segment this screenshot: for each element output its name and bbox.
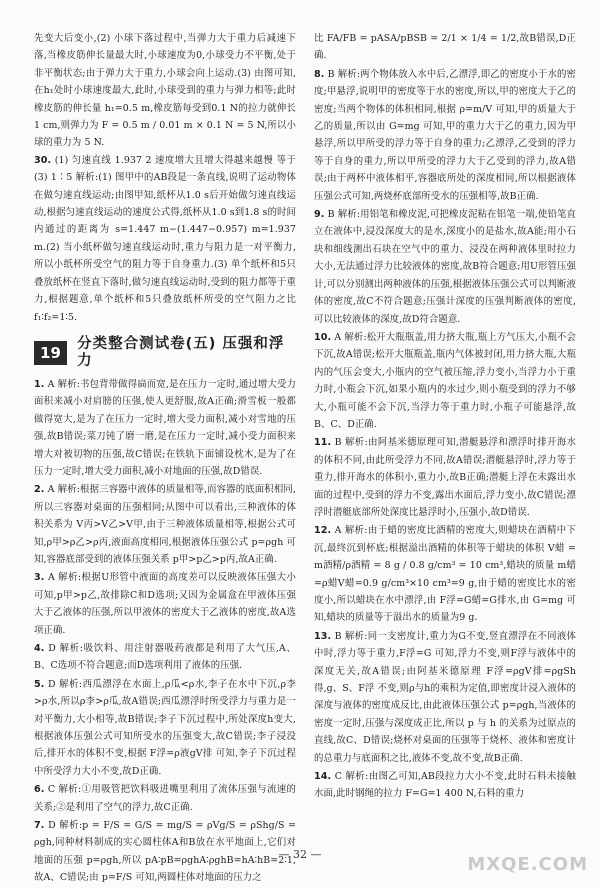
answer-item xyxy=(34,569,296,639)
item-number: 9. xyxy=(314,209,325,221)
item-text: C 解析:由图乙可知,AB段拉力大小不变,此时石料未接触水面,此时钢绳的拉力 F=G=1 400 N,石料的重力 xyxy=(314,771,576,800)
item-number: 30. xyxy=(34,154,52,166)
item-text: D 解析:p = F/S = G/S = mg/S = ρVg/S = ρShg/S = ρgh,同种材料制成的实心圆柱体A和B放在水平地面上,它们对地面的压强 p=ρgh,所以 pA∶pB=ρghA∶ρghB=hA∶hB=2∶1,故A、C错误;由 p=F/S 可知,两圆柱体对地面的压力之 xyxy=(34,820,296,884)
answer-item xyxy=(314,628,576,767)
answer-item-30 xyxy=(34,152,296,326)
continuation-paragraph: 先变大后变小,(2) 小球下落过程中,当弹力大于重力后减速下落,当橡皮筋伸长量最大时,小球速度为0,小球受力不平衡,处于非平衡状态;由于弹力大于重力,小球会向上运动.(3) 由图可知,在h₁处时小球速度最大,此时,小球受到的重力与弹力相等;此时橡皮筋的伸长量 h₁=0.5 m,橡皮筋每受到0.1 N的拉力就伸长1 cm,则弹力为 F = 0.5 m / 0.01 m × 0.1 N = 5 N,所以小球的重力为 5 N. xyxy=(34,33,296,149)
item-text: B 解析:两个物体放入水中后,乙漂浮,即乙的密度小于水的密度;甲悬浮,说明甲的密度等于水的密度,所以,甲的密度大于乙的密度;当两个物体的体积相同,根据 ρ=m/V 可知,甲的质量大于乙的质量,所以由 G=mg 可知,甲的重力大于乙的重力,因为甲悬浮,所以甲所受的浮力等于自身的重力;乙漂浮,乙受到的浮力等于自身的重力,所以甲所受的浮力大于乙受到的浮力,故A错误;由于两杯中液体相平,容器底所处的深度相同,所以根据液体压强公式可知,两烧杯底部所受水的压强相等,故B正确. xyxy=(314,68,576,202)
item-number: 10. xyxy=(314,331,332,343)
item-number: 8. xyxy=(314,68,325,80)
item-number: 1. xyxy=(34,378,45,390)
answer-item xyxy=(314,30,576,65)
item-text: C 解析:①用吸管把饮料吸进嘴里利用了流体压强与流速的关系;②是利用了空气的浮力,故C正确. xyxy=(34,784,296,813)
item-text: A 解析:根据三容器中液体的质量相等,而容器的底面积相同,所以三容器对桌面的压强相同;从图中可以看出,三种液体的体积关系为 V丙>V乙>V甲,由于三种液体质量相等,根据公式可知,ρ甲>ρ乙>ρ丙,液面高度相同,根据液体压强公式 p=ρgh 可知,容器底部受到的液体压强关系 p甲>p乙>p丙,故A正确. xyxy=(34,484,296,565)
item-text: D 解析:吸饮料、用注射器吸药液都是利用了大气压,A、B、C选项不符合题意;而D选项利用了液体的压强. xyxy=(34,643,296,672)
item-text: A 解析:书包背带做得扁而宽,是在压力一定时,通过增大受力面积来减小对肩膀的压强,使人更舒服,故A正确;滑雪板一般都做得宽大,是为了在压力一定时,增大受力面积,减小对雪地的压强,故B错误;菜刀钝了磨一磨,是在压力一定时,减小受力面积来增大对被切物的压强,故C错误;在铁轨下面铺设枕木,是为了在压力一定时,增大受力面积,减小对地面的压强,故D错误. xyxy=(34,378,296,477)
right-column xyxy=(314,30,576,804)
item-number: 11. xyxy=(314,437,332,449)
item-number: 13. xyxy=(314,630,332,642)
section-number-badge: 19 xyxy=(34,341,67,365)
answer-item xyxy=(34,376,296,480)
answer-item xyxy=(314,329,576,433)
item-text: A 解析:由于蜡的密度比酒精的密度大,则蜡块在酒精中下沉,最终沉到杯底;根据溢出酒精的体积等于蜡块的体积 V蜡 = m酒精/ρ酒精 = 8 g / 0.8 g/cm³ = 10 cm³,蜡块的质量 m蜡=ρ蜡V蜡=0.9 g/cm³×10 cm³=9 g,由于蜡的密度比水的密度小,所以蜡块在水中漂浮,由 F浮=G蜡=G排水,由 G=mg 可知,蜡块的质量等于溢出水的质量为9 g. xyxy=(314,525,576,624)
left-column xyxy=(34,30,296,888)
watermark-text: MXQE.COM xyxy=(467,854,588,875)
answer-item xyxy=(34,481,296,568)
answer-item xyxy=(34,640,296,675)
answer-item xyxy=(314,434,576,521)
answer-item xyxy=(34,781,296,816)
item-text: D 解析:西瓜漂浮在水面上,ρ瓜<ρ水,李子在水中下沉,ρ李>ρ水,所以ρ李>ρ瓜,故A错误;西瓜漂浮时所受浮力与重力是一对平衡力,大小相等,故B错误;李子下沉过程中,所处深度h变大,根据液体压强公式可知所受水的压强变大,故C错误;李子浸没后,排开水的体积不变,根据 F浮=ρ液gV排 可知,李子下沉过程中所受浮力大小不变,故D正确. xyxy=(34,678,296,777)
right-answer-list xyxy=(314,30,576,803)
answer-item xyxy=(314,206,576,328)
item-number: 6. xyxy=(34,784,45,796)
item-number: 2. xyxy=(34,484,45,496)
item-text: B 解析:用铝笔和橡皮泥,可把橡皮泥粘在铝笔一端,使铅笔直立在液体中,浸没深度大的是水,深度小的是盐水,故A能;用小石块和细线测出石块在空气中的重力、浸没在两种液体里时拉力大小,无法通过浮力比较液体的密度,故B符合题意;用U形管压强计,可以分别测出两种液体的压强,根据液体压强公式可以判断液体的密度,故C不符合题意;压强计深度的压强判断液体的密度,可以比较液体的深度,故D符合题意. xyxy=(314,209,576,325)
item-text: B 解析:由阿基米德原理可知,潜艇悬浮和漂浮时排开海水的体积不同,由此所受浮力不同,故A错误;潜艇悬浮时,浮力等于重力,排开海水的体积小,重力小,故B正确;潜艇上浮在未露出水面的过程中,受到的浮力不变,露出水面后,浮力变小,故C错误;漂浮时潜艇底部所处深度比悬浮时小,压强小,故D错误. xyxy=(314,437,576,518)
left-answer-list xyxy=(34,376,296,887)
item-text: B 解析:同一支密度计,重力为G不变,竖直漂浮在不同液体中时,浮力等于重力,F浮=G 可知,浮力不变,则F浮与液体中的深度无关,故A错误;由阿基米德原理 F浮=ρgV排=ρgSh 得,g、S、F浮 不变,则ρ与h的乘积为定值,即密度计浸入液体的深度与液体的密度成反比,由此液体压强公式 p=ρgh,当液体的密度一定时,压强与深度成正比,所以 p 与 h 的关系为过原点的直线,故C、D错误;烧杯对桌面的压强等于烧杯、液体和密度计的总重力与底面积之比,液体不变,故不变,故B正确. xyxy=(314,630,576,764)
answer-item xyxy=(314,522,576,626)
item-text: A 解析:松开大瓶瓶盖,用力挤大瓶,瓶上方气压大,小瓶不会下沉,故A错误;松开大瓶瓶盖,瓶内气体被封闭,用力挤大瓶,大瓶内的气压会变大,小瓶内的空气被压缩,浮力变小,当浮力小于重力时,小瓶会下沉,如果小瓶内的水过少,则小瓶受到的浮力不够大,小瓶可能不会下沉,当浮力等于重力时,小瓶子可能悬浮,故B、C、D正确. xyxy=(314,331,576,430)
item-text: (1) 匀速直线 1.937 2 速度增大且增大得越来越慢 等于 (3) 1∶5 解析:(1) 图甲中的AB段是一条直线,说明了运动物体在做匀速直线运动;由图甲知,纸杯从1.0 s后开始做匀速直线运动,根据匀速直线运动的速度公式得,纸杯从1.0 s到1.8 s的时间内通过的距离为 s=1.447 m−(1.447−0.957) m=1.937 m.(2) 当小纸杯做匀速直线运动时,重力与阻力是一对平衡力,所以小纸杯所受空气的阻力等于自身重力.(3) 单个纸杯和5只叠放纸杯在竖直下落时,做匀速直线运动时,受到的阻力都等于重力,根据题意,单个纸杯和5只叠放纸杯所受的空气阻力之比 f₁∶f₂=1∶5. xyxy=(34,154,296,323)
section-heading xyxy=(34,335,296,369)
item-number: 5. xyxy=(34,678,45,690)
answer-item xyxy=(314,768,576,803)
item-text: A 解析:根据U形管中液面的高度差可以反映液体压强大小可知,p甲>p乙,故排除C和D选项;又因为金属盒在甲液体压强大于乙液体的压强,所以甲液体的密度大于乙液体的密度,故A选项正确. xyxy=(34,572,296,636)
section-title: 分类整合测试卷(五) 压强和浮力 xyxy=(77,335,285,369)
item-number: 7. xyxy=(34,820,45,832)
item-text: 比 FA/FB = pASA/pBSB = 2/1 × 1/4 = 1/2,故B错误,D正确. xyxy=(314,33,576,62)
item-number: 14. xyxy=(314,771,332,783)
item-number: 3. xyxy=(34,572,45,584)
site-watermark xyxy=(467,833,592,879)
page-number: — 32 — xyxy=(278,848,322,861)
answer-item xyxy=(314,66,576,205)
answer-item xyxy=(34,676,296,780)
item-number: 4. xyxy=(34,643,45,654)
item-number: 12. xyxy=(314,525,332,537)
